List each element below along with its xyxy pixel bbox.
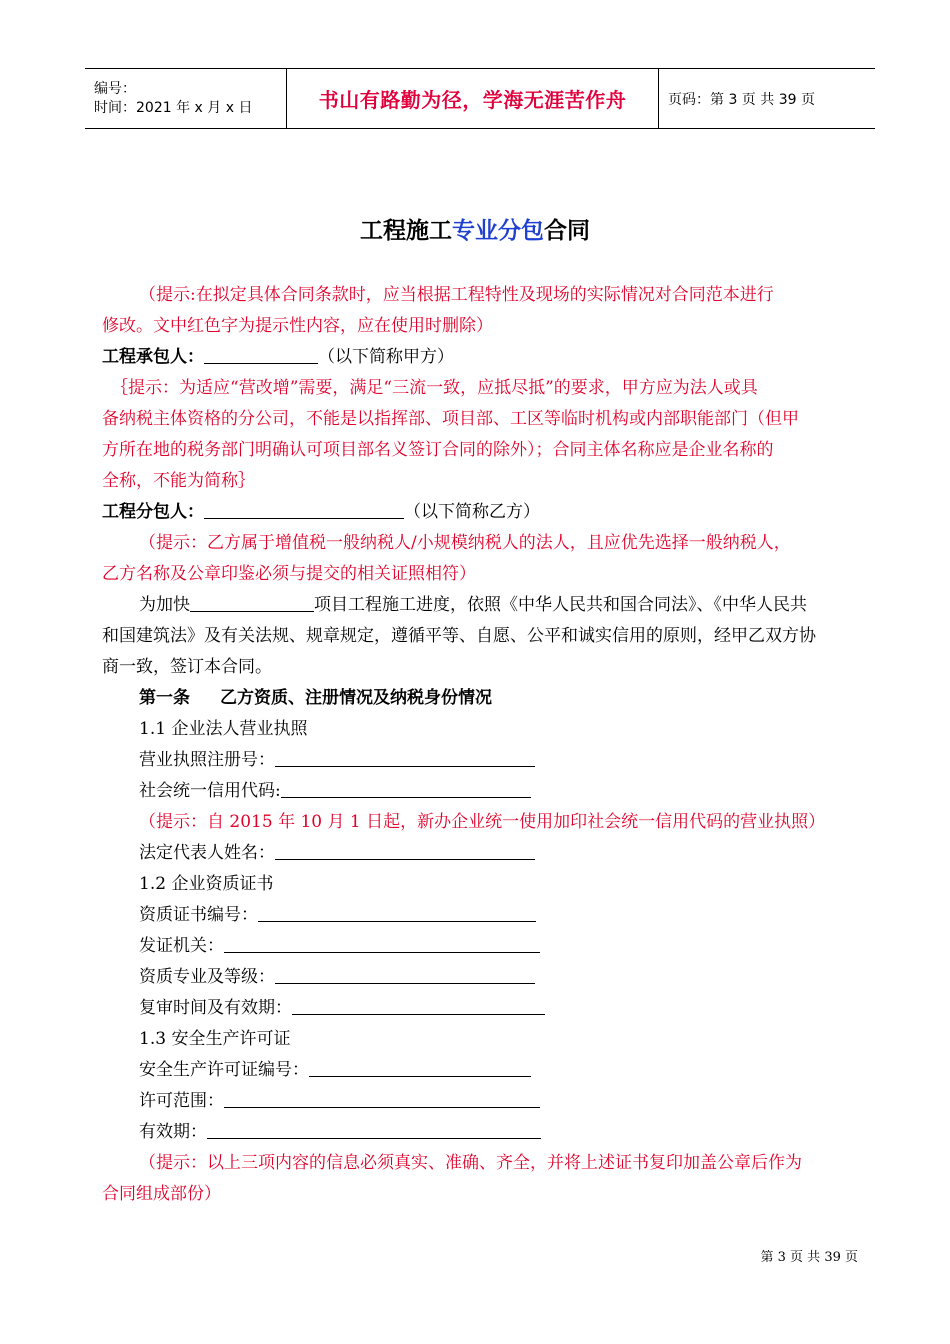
issuer-label: 发证机关：	[139, 936, 224, 956]
article-1-title: 乙方资质、注册情况及纳税身份情况	[220, 688, 492, 708]
contractor-blank[interactable]	[204, 346, 318, 364]
grade-blank[interactable]	[275, 966, 535, 984]
hint-line: 全称，不能为简称｝	[102, 471, 255, 491]
hint-line: 乙方名称及公章印鉴必须与提交的相关证照相符）	[102, 564, 476, 584]
issuer-row	[102, 931, 862, 962]
contractor-label: 工程承包人：	[102, 347, 204, 367]
subcontractor-row	[102, 497, 862, 528]
header-meta	[85, 69, 287, 128]
grade-row	[102, 962, 862, 993]
title-part3: 合同	[544, 218, 590, 244]
header-page-cell	[659, 69, 875, 128]
cert-number-row	[102, 900, 862, 931]
credit-code-row	[102, 776, 862, 807]
intro-part1: 为加快	[139, 595, 190, 615]
subcontractor-label: 工程分包人：	[102, 502, 204, 522]
title-part2-highlight: 专业分包	[452, 218, 544, 244]
validity-blank[interactable]	[207, 1121, 541, 1139]
scope-label: 许可范围：	[139, 1091, 224, 1111]
hint-line: （提示:在拟定具体合同条款时，应当根据工程特性及现场的实际情况对合同范本进行	[139, 285, 774, 305]
intro-row	[102, 590, 862, 621]
safety-number-label: 安全生产许可证编号：	[139, 1060, 309, 1080]
license-number-label: 营业执照注册号：	[139, 750, 275, 770]
validity-label: 有效期：	[139, 1122, 207, 1142]
legal-rep-blank[interactable]	[275, 842, 535, 860]
contractor-suffix: （以下简称甲方）	[318, 347, 454, 367]
safety-number-blank[interactable]	[309, 1059, 531, 1077]
legal-rep-row	[102, 838, 862, 869]
title-part1: 工程施工	[360, 218, 452, 244]
issuer-blank[interactable]	[224, 935, 540, 953]
project-name-blank[interactable]	[190, 594, 314, 612]
hint-line: 修改。文中红色字为提示性内容，应在使用时删除）	[102, 316, 493, 336]
document-body	[102, 280, 862, 1210]
hint-line: 方所在地的税务部门明确认可项目部名义签订合同的除外）；合同主体名称应是企业名称的	[102, 440, 774, 460]
hint-line: 合同组成部份）	[102, 1184, 221, 1204]
review-row	[102, 993, 862, 1024]
intro-part2: 项目工程施工进度，依照《中华人民共和国合同法》、《中华人民共	[314, 595, 807, 615]
subcontractor-blank[interactable]	[204, 501, 404, 519]
scope-blank[interactable]	[224, 1090, 540, 1108]
license-number-row	[102, 745, 862, 776]
safety-number-row	[102, 1055, 862, 1086]
hint-line: 备纳税主体资格的分公司，不能是以指挥部、项目部、工区等临时机构或内部职能部门（但甲	[102, 409, 799, 429]
license-number-blank[interactable]	[275, 749, 535, 767]
contractor-row	[102, 342, 862, 373]
cert-number-label: 资质证书编号：	[139, 905, 258, 925]
grade-label: 资质专业及等级：	[139, 967, 275, 987]
section-heading: 1.2 企业资质证书	[139, 874, 274, 894]
document-title	[0, 212, 950, 245]
section-heading: 1.3 安全生产许可证	[139, 1029, 291, 1049]
hint-line: ｛提示：为适应“营改增”需要，满足“三流一致，应抵尽抵”的要求，甲方应为法人或具	[111, 378, 758, 398]
article-1-number: 第一条	[139, 688, 190, 708]
intro-line: 和国建筑法》及有关法规、规章规定，遵循平等、自愿、公平和诚实信用的原则，经甲乙双方协	[102, 626, 816, 646]
hint-line: （提示：乙方属于增值税一般纳税人/小规模纳税人的法人，且应优先选择一般纳税人，	[139, 533, 791, 553]
document-number: 编号：	[94, 80, 136, 97]
credit-code-blank[interactable]	[281, 780, 531, 798]
hint-line: （提示：以上三项内容的信息必须真实、准确、齐全，并将上述证书复印加盖公章后作为	[139, 1153, 802, 1173]
section-heading: 1.1 企业法人营业执照	[139, 719, 308, 739]
header-motto-cell	[287, 69, 659, 128]
review-blank[interactable]	[292, 997, 545, 1015]
legal-rep-label: 法定代表人姓名：	[139, 843, 275, 863]
validity-row	[102, 1117, 862, 1148]
footer-page-number: 第 3 页 共 39 页	[760, 1250, 858, 1265]
header-page-number: 页码：第 3 页 共 39 页	[668, 91, 815, 108]
article-1-heading	[102, 683, 862, 714]
header-table	[85, 68, 875, 129]
cert-number-blank[interactable]	[258, 904, 536, 922]
header-motto: 书山有路勤为径，学海无涯苦作舟	[318, 88, 627, 112]
credit-code-label: 社会统一信用代码:	[139, 781, 281, 801]
scope-row	[102, 1086, 862, 1117]
review-label: 复审时间及有效期：	[139, 998, 292, 1018]
intro-line: 商一致，签订本合同。	[102, 657, 272, 677]
hint-line: （提示：自 2015 年 10 月 1 日起，新办企业统一使用加印社会统一信用代码的营业执照）	[139, 812, 826, 832]
document-time: 时间：2021 年 x 月 x 日	[94, 99, 253, 116]
subcontractor-suffix: （以下简称乙方）	[404, 502, 540, 522]
